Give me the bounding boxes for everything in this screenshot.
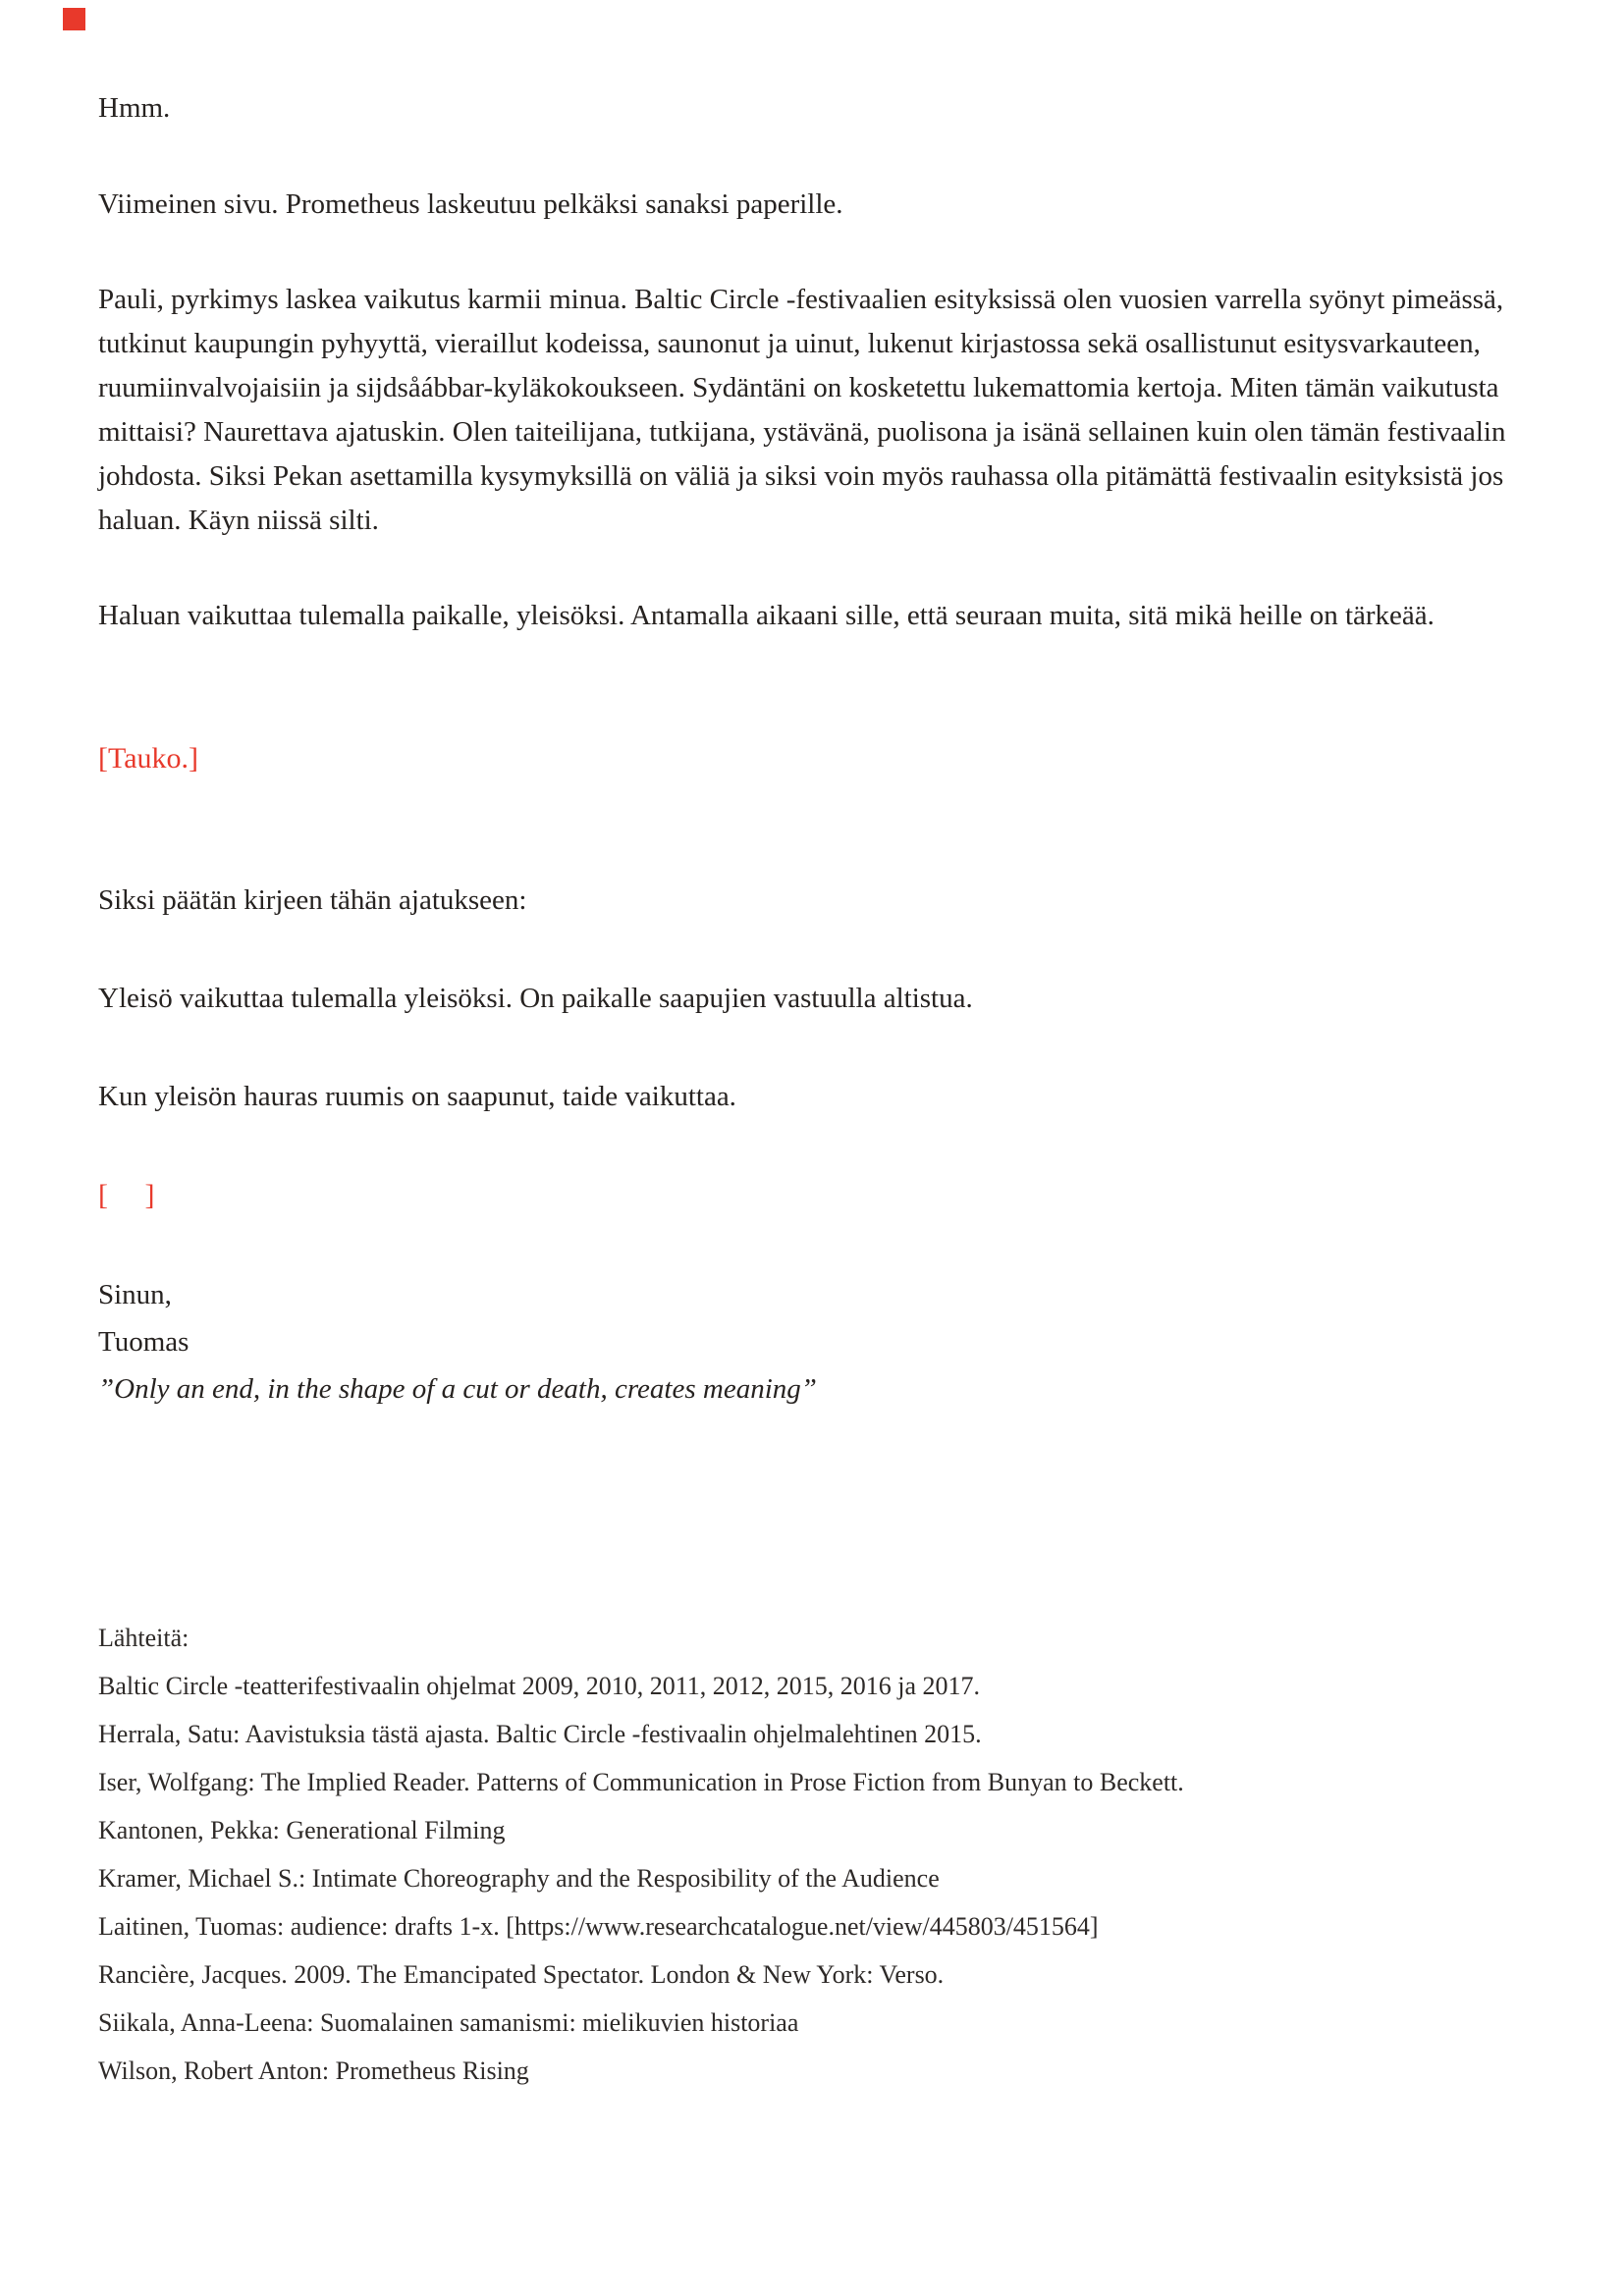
signoff-name: Tuomas: [98, 1326, 189, 1358]
letter-paragraph: Viimeinen sivu. Prometheus laskeutuu pelkäksi sanaksi paperille.: [98, 188, 843, 220]
pause-marker: [Tauko.]: [98, 742, 199, 774]
source-item: Wilson, Robert Anton: Prometheus Rising: [98, 2056, 529, 2085]
closing-paragraph: Kun yleisön hauras ruumis on saapunut, taide vaikuttaa.: [98, 1081, 736, 1112]
letter-paragraph: Hmm.: [98, 92, 171, 124]
source-item: Baltic Circle -teatterifestivaalin ohjelmat 2009, 2010, 2011, 2012, 2015, 2016 ja 2017.: [98, 1672, 981, 1700]
sources-heading: Lähteitä:: [98, 1624, 189, 1652]
letter-paragraph: Haluan vaikuttaa tulemalla paikalle, yleisöksi. Antamalla aikaani sille, että seuraan muita, sitä mikä heille on tärkeää.: [98, 600, 1435, 631]
source-item: Kramer, Michael S.: Intimate Choreography and the Resposibility of the Audience: [98, 1864, 940, 1893]
source-item: Rancière, Jacques. 2009. The Emancipated Spectator. London & New York: Verso.: [98, 1960, 945, 1989]
sources-section: [98, 1614, 1528, 2095]
closing-quote: ”Only an end, in the shape of a cut or death, creates meaning”: [98, 1373, 817, 1405]
closing-paragraph: Siksi päätän kirjeen tähän ajatukseen:: [98, 884, 527, 916]
signoff-greeting: Sinun,: [98, 1279, 172, 1310]
letter-paragraph: Pauli, pyrkimys laskea vaikutus karmii minua. Baltic Circle -festivaalien esityksissä olen vuosien varrella syönyt pimeässä, tutkinut kaupungin pyhyyttä, vieraillut kodeissa, saunonut ja uinut, lukenut kirjastossa sekä osallistunut esitysvarkauteen, ruumiinvalvojaisiin ja sijdsåábbar-kyläkokoukseen. Sydäntäni on kosketettu lukemattomia kertoja. Miten tämän vaikutusta mittaisi? Naurettava ajatuskin. Olen taiteilijana, tutkijana, ystävänä, puolisona ja isänä sellainen kuin olen tämän festivaalin johdosta. Siksi Pekan asettamilla kysymyksillä on väliä ja siksi voin myös rauhassa olla pitämättä festivaalin esityksistä jos haluan. Käyn niissä silti.: [98, 284, 1506, 536]
source-item: Iser, Wolfgang: The Implied Reader. Patterns of Communication in Prose Fiction from Bunyan to Beckett.: [98, 1768, 1184, 1796]
source-item: Kantonen, Pekka: Generational Filming: [98, 1816, 506, 1844]
signoff-block: [98, 1271, 1528, 1413]
source-item: Herrala, Satu: Aavistuksia tästä ajasta. Baltic Circle -festivaalin ohjelmalehtinen 2015.: [98, 1720, 982, 1748]
source-item: Siikala, Anna-Leena: Suomalainen samanismi: mielikuvien historiaa: [98, 2008, 799, 2037]
source-item: Laitinen, Tuomas: audience: drafts 1-x. [https://www.researchcatalogue.net/view/445803/451564]: [98, 1912, 1099, 1941]
closing-paragraph: Yleisö vaikuttaa tulemalla yleisöksi. On paikalle saapujien vastuulla altistua.: [98, 983, 973, 1014]
empty-bracket-marker: [ ]: [98, 1179, 155, 1211]
